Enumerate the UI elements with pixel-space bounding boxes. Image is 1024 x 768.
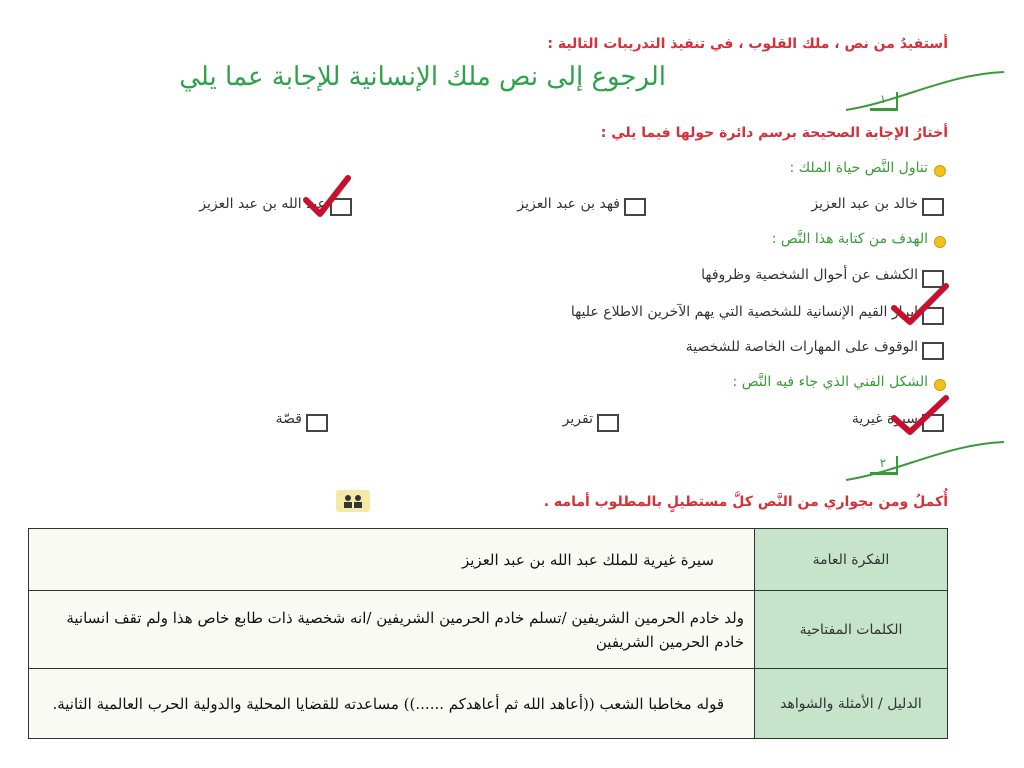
table-value-cell[interactable]: قوله مخاطبا الشعب ((أعاهد الله ثم أعاهدكم ......)) مساعدته للقضايا المحلية والدولية الحرب العالمية الثانية. <box>29 669 755 739</box>
question-bullet-icon <box>934 165 946 177</box>
decorative-swoosh-1 <box>838 66 1008 116</box>
section2-instruction: أُكملُ ومن بجواري من النَّص كلَّ مستطيلٍ بالمطلوب أمامه . <box>543 494 948 510</box>
table-header-cell: الفكرة العامة <box>755 529 948 591</box>
q2-option-3: الوقوف على المهارات الخاصة للشخصية <box>685 339 918 355</box>
question-2-text: الهدف من كتابة هذا النَّص : <box>771 231 928 247</box>
question-1-text: تناول النَّص حياة الملك : <box>789 160 928 176</box>
top-instruction: أستفيدُ من نص ، ملك القلوب ، في تنفيذ التدريبات التالية : <box>547 36 948 52</box>
decorative-swoosh-2 <box>838 436 1008 486</box>
q1-option-2: فهد بن عبد العزيز <box>517 196 620 212</box>
red-checkmark-icon <box>888 392 950 438</box>
table-row <box>29 669 948 739</box>
option-checkbox[interactable] <box>922 342 944 360</box>
table-row <box>29 591 948 669</box>
table-header-cell: الكلمات المفتاحية <box>755 591 948 669</box>
option-checkbox[interactable] <box>597 414 619 432</box>
q3-option-3: قصّة <box>275 411 302 427</box>
table-value-cell[interactable]: ولد خادم الحرمين الشريفين /تسلم خادم الحرمين الشريفين /انه شخصية ذات طابع خاص هذا ولم تقف انسانية خادم الحرمين الشريفين <box>29 591 755 669</box>
info-table <box>28 528 948 738</box>
red-checkmark-icon <box>888 280 950 328</box>
q3-option-1: سيرة غيرية <box>851 411 918 427</box>
q2-option-1: الكشف عن أحوال الشخصية وظروفها <box>701 267 918 283</box>
q1-option-1: خالد بن عبد العزيز <box>811 196 918 212</box>
answer-title: الرجوع إلى نص ملك الإنسانية للإجابة عما يلي <box>179 62 666 92</box>
q3-option-2: تقرير <box>562 411 593 427</box>
question-bullet-icon <box>934 379 946 391</box>
option-checkbox[interactable] <box>922 198 944 216</box>
section-number-2: ٢ <box>870 456 898 475</box>
red-checkmark-icon <box>300 174 352 220</box>
question-3-text: الشكل الفني الذي جاء فيه النَّص : <box>732 374 928 390</box>
group-work-icon <box>336 490 370 512</box>
table-header-cell: الدليل / الأمثلة والشواهد <box>755 669 948 739</box>
section-number-1: ١ <box>870 92 898 111</box>
q1-option-3: عبد الله بن عبد العزيز <box>199 196 326 212</box>
option-checkbox[interactable] <box>306 414 328 432</box>
table-row <box>29 529 948 591</box>
table-value-cell[interactable]: سيرة غيرية للملك عبد الله بن عبد العزيز <box>29 529 755 591</box>
q2-option-2: إبراز القيم الإنسانية للشخصية التي يهم الآخرين الاطلاع عليها <box>570 304 918 320</box>
question-bullet-icon <box>934 236 946 248</box>
option-checkbox[interactable] <box>624 198 646 216</box>
section1-instruction: أختارُ الإجابة الصحيحة برسم دائرة حولها فيما يلي : <box>600 125 948 141</box>
